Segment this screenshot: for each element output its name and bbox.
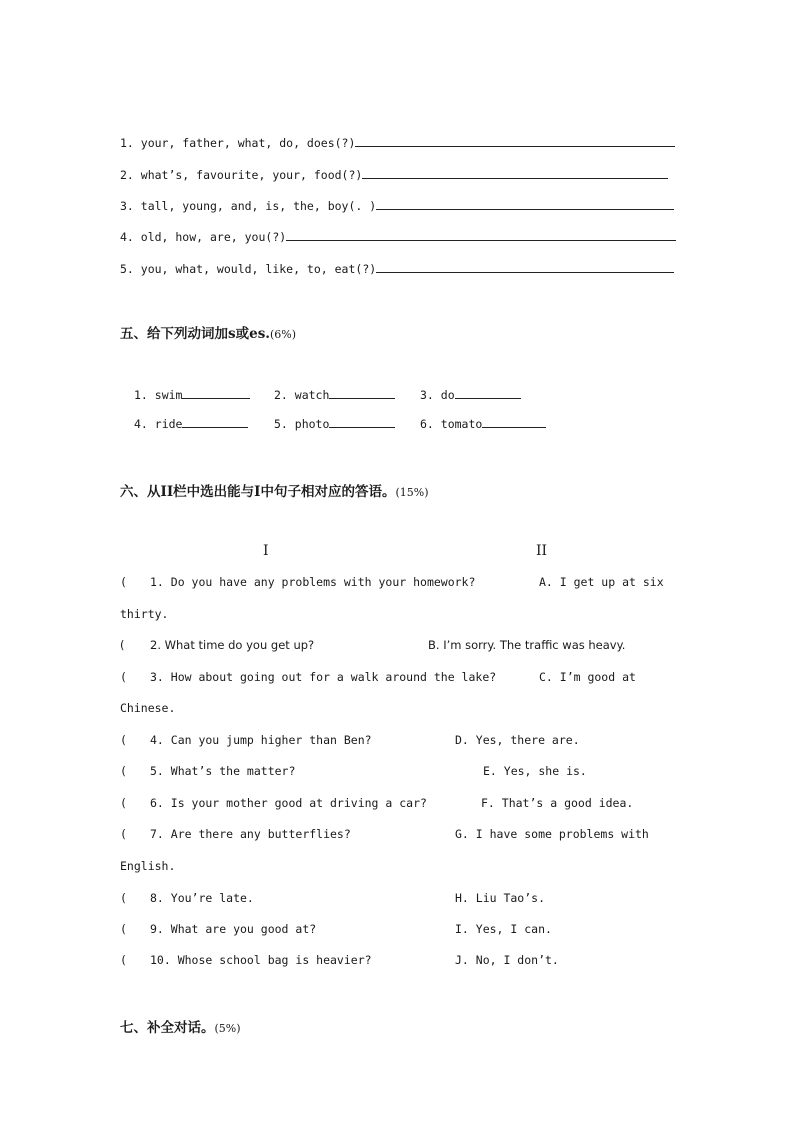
answer-option: I. Yes, I can.	[455, 922, 552, 936]
answer-blank[interactable]	[355, 135, 675, 147]
wrapped-text: thirty.	[120, 607, 169, 621]
verb-blank[interactable]	[329, 387, 395, 399]
column-2-header: II	[536, 543, 548, 559]
question-row: ( 8. You’re late.	[120, 891, 254, 905]
answer-paren[interactable]: (	[120, 922, 127, 936]
answer-paren[interactable]: (	[120, 670, 127, 684]
answer-option: F. That’s a good idea.	[481, 796, 634, 810]
verb-item-3: 3. do	[420, 387, 521, 402]
answer-option: B. I’m sorry. The traffic was heavy.	[428, 638, 626, 652]
answer-blank[interactable]	[376, 261, 674, 273]
answer-paren[interactable]: (	[120, 796, 127, 810]
verb-blank[interactable]	[329, 416, 395, 428]
verb-blank[interactable]	[482, 416, 546, 428]
question-row: ( 6. Is your mother good at driving a car?	[120, 796, 427, 810]
verb-item-4: 4. ride	[134, 416, 248, 431]
answer-paren[interactable]: (	[120, 733, 127, 747]
section-7-heading: 七、补全对话。(5%)	[120, 1020, 241, 1036]
question-row: ( 2. What time do you get up?	[120, 638, 315, 652]
answer-option: J. No, I don’t.	[455, 953, 559, 967]
answer-paren[interactable]: (	[120, 575, 127, 589]
answer-option: E. Yes, she is.	[483, 764, 587, 778]
column-1-header: I	[263, 543, 269, 559]
reorder-item-3: 3. tall, young, and, is, the, boy(. )	[120, 198, 674, 213]
question-row: ( 4. Can you jump higher than Ben?	[120, 733, 372, 747]
answer-option: D. Yes, there are.	[455, 733, 580, 747]
verb-blank[interactable]	[182, 387, 250, 399]
section-5-heading: 五、给下列动词加s或es.(6%)	[120, 326, 297, 342]
answer-option: A. I get up at six	[539, 575, 664, 589]
answer-paren[interactable]: (	[120, 953, 127, 967]
reorder-item-2: 2. what’s, favourite, your, food(?)	[120, 167, 668, 182]
wrapped-text: Chinese.	[120, 701, 176, 715]
answer-blank[interactable]	[362, 167, 668, 179]
answer-option: G. I have some problems with	[455, 827, 649, 841]
section-6-heading: 六、从II栏中选出能与I中句子相对应的答语。(15%)	[120, 484, 429, 500]
verb-item-1: 1. swim	[134, 387, 250, 402]
question-row: ( 1. Do you have any problems with your homework?	[120, 575, 476, 589]
reorder-item-4: 4. old, how, are, you(?)	[120, 229, 676, 244]
wrapped-text: English.	[120, 859, 176, 873]
verb-blank[interactable]	[455, 387, 521, 399]
answer-paren[interactable]: (	[120, 827, 127, 841]
answer-paren[interactable]: (	[120, 764, 127, 778]
reorder-item-5: 5. you, what, would, like, to, eat(?)	[120, 261, 674, 276]
question-row: ( 5. What’s the matter?	[120, 764, 296, 778]
question-row: ( 3. How about going out for a walk around the lake?	[120, 670, 497, 684]
question-row: ( 10. Whose school bag is heavier?	[120, 953, 372, 967]
question-row: ( 9. What are you good at?	[120, 922, 317, 936]
verb-item-2: 2. watch	[274, 387, 395, 402]
answer-option: C. I’m good at	[539, 670, 636, 684]
verb-item-6: 6. tomato	[420, 416, 546, 431]
answer-paren[interactable]: (	[120, 891, 127, 905]
verb-item-5: 5. photo	[274, 416, 395, 431]
answer-blank[interactable]	[376, 198, 674, 210]
question-row: ( 7. Are there any butterflies?	[120, 827, 351, 841]
verb-blank[interactable]	[182, 416, 248, 428]
answer-paren[interactable]: (	[120, 638, 125, 652]
reorder-item-1: 1. your, father, what, do, does(?)	[120, 135, 675, 150]
answer-option: H. Liu Tao’s.	[455, 891, 546, 905]
answer-blank[interactable]	[286, 229, 676, 241]
